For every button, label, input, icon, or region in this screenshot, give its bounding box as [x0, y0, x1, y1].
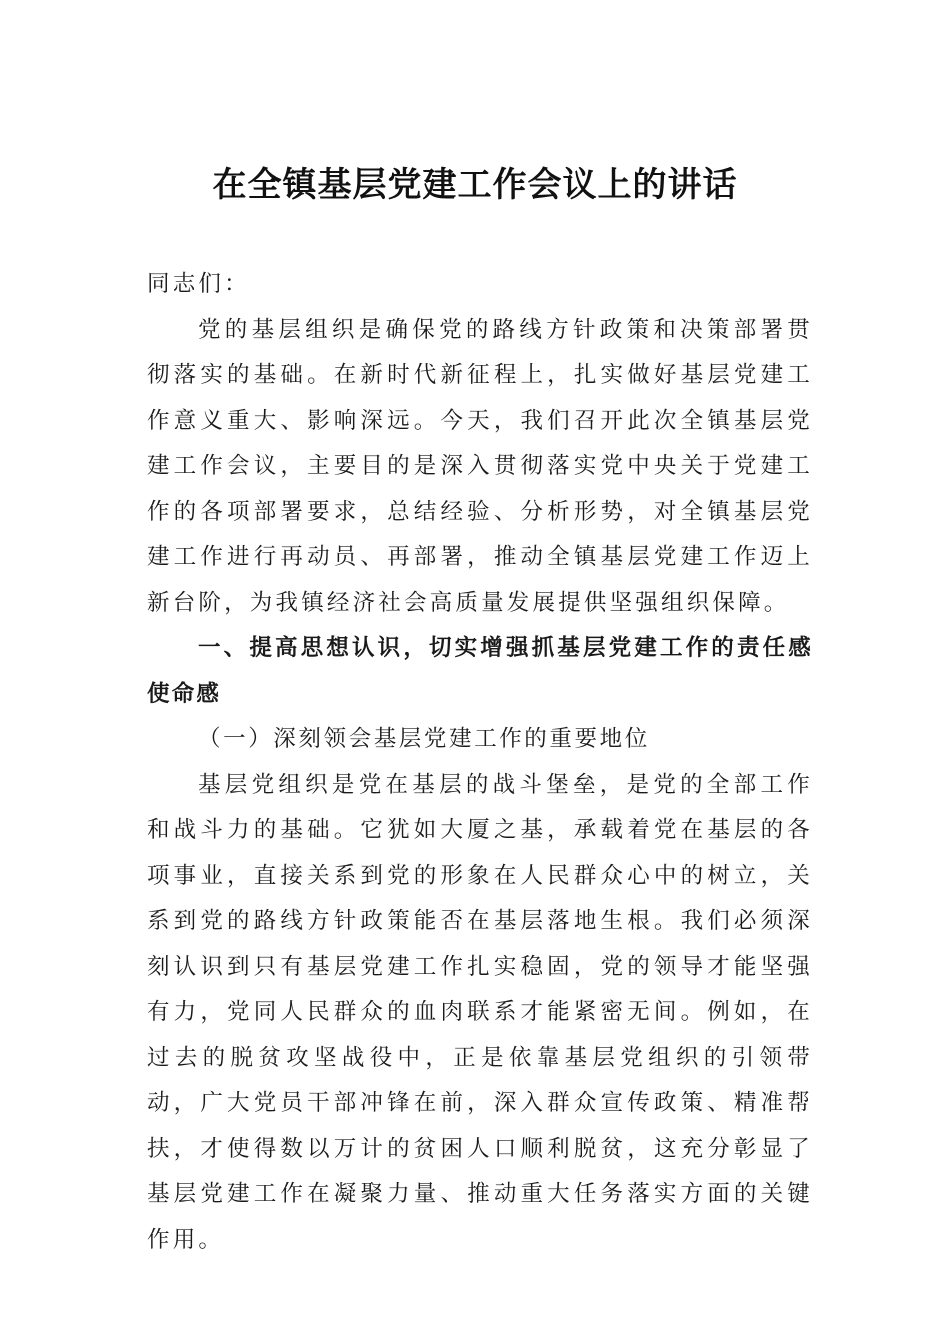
intro-paragraph: 党的基层组织是确保党的路线方针政策和决策部署贯彻落实的基础。在新时代新征程上，扎实做好基层党建工作意义重大、影响深远。今天，我们召开此次全镇基层党建工作会议，主要目的是深入贯彻落实党中央关于党建工作的各项部署要求，总结经验、分析形势，对全镇基层党建工作进行再动员、再部署，推动全镇基层党建工作迈上新台阶，为我镇经济社会高质量发展提供坚强组织保障。: [147, 316, 813, 616]
subsection-paragraph-1: 基层党组织是党在基层的战斗堡垒，是党的全部工作和战斗力的基础。它犹如大厦之基，承载着党在基层的各项事业，直接关系到党的形象在人民群众心中的树立，关系到党的路线方针政策能否在基层落地生根。我们必须深刻认识到只有基层党建工作扎实稳固，党的领导才能坚强有力，党同人民群众的血肉联系才能紧密无间。例如，在过去的脱贫攻坚战役中，正是依靠基层党组织的引领带动，广大党员干部冲锋在前，深入群众宣传政策、精准帮扶，才使得数以万计的贫困人口顺利脱贫，这充分彰显了基层党建工作在凝聚力量、推动重大任务落实方面的关键作用。: [147, 771, 813, 1253]
subsection-heading-1: （一）深刻领会基层党建工作的重要地位: [198, 726, 650, 752]
section-heading-1: 一、提高思想认识，切实增强抓基层党建工作的责任感使命感: [147, 635, 813, 707]
document-body: [147, 262, 813, 1263]
document-title: 在全镇基层党建工作会议上的讲话: [212, 165, 738, 205]
salutation: 同志们：: [147, 271, 250, 297]
